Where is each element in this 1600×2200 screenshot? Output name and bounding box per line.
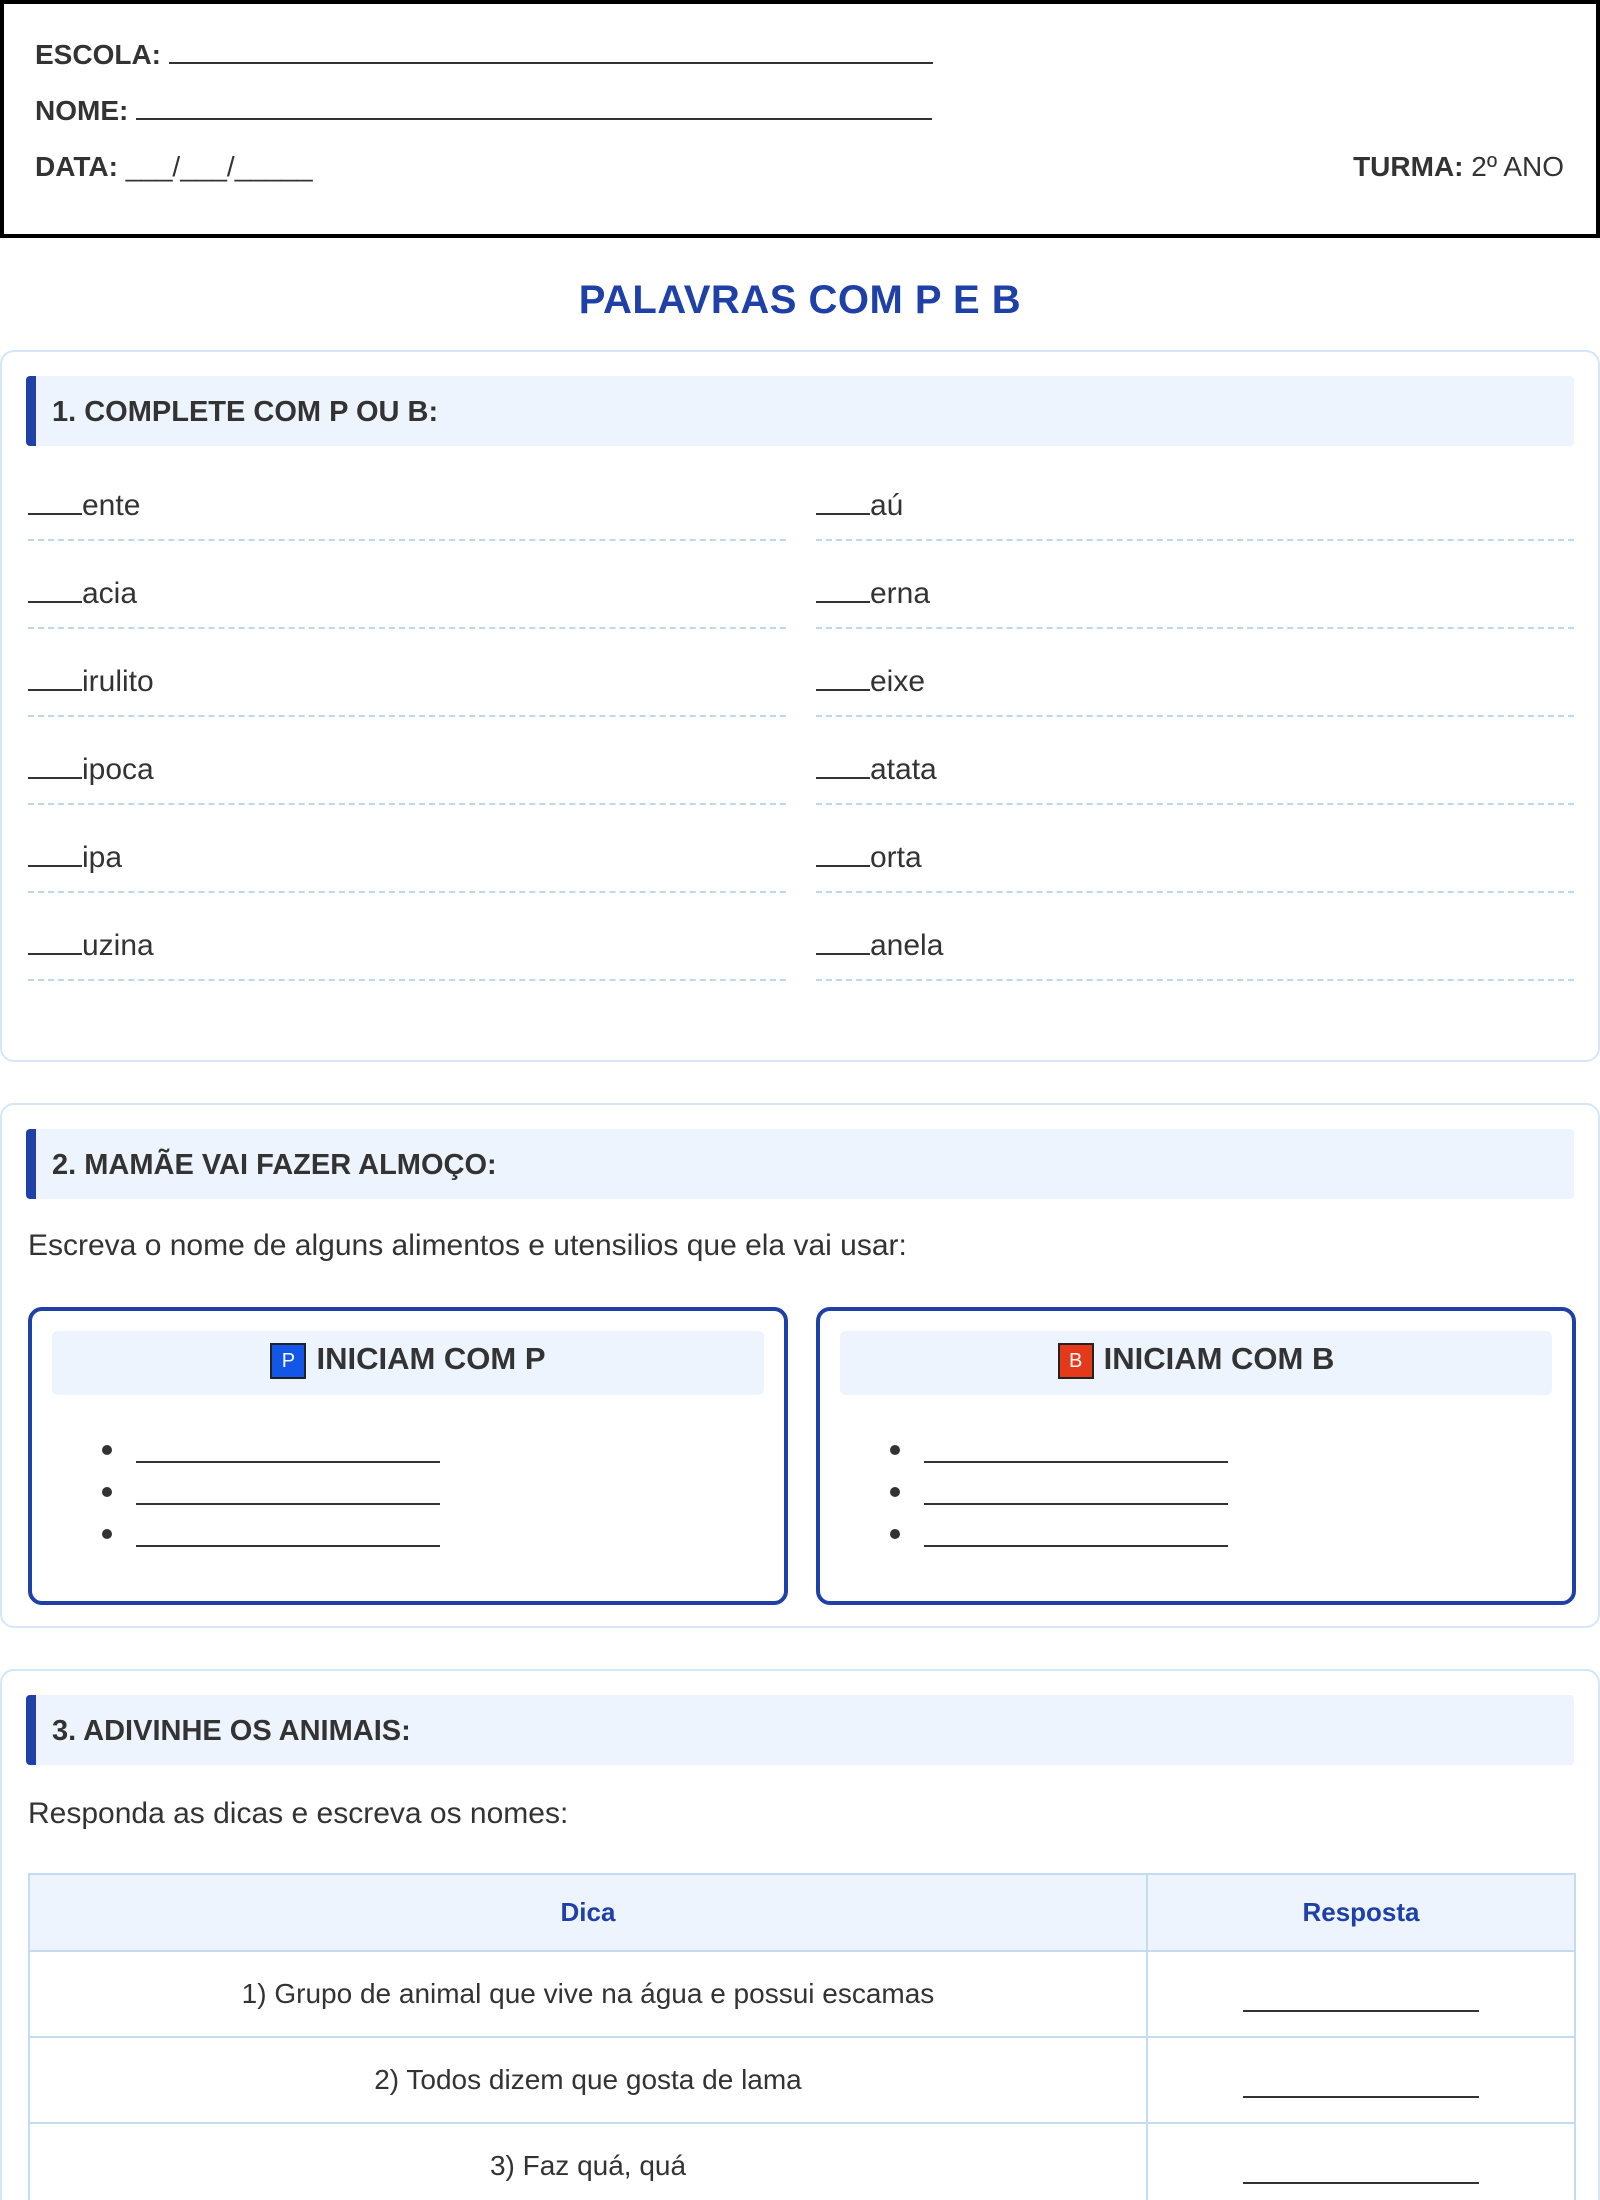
word-item bbox=[816, 921, 1574, 981]
data-field[interactable]: ___/___/_____ bbox=[125, 151, 313, 182]
word-text bbox=[28, 489, 140, 523]
list-item bbox=[102, 1433, 482, 1463]
nome-row bbox=[35, 95, 932, 127]
word-suffix: ente bbox=[82, 489, 141, 522]
word-text bbox=[816, 577, 930, 611]
section-3-title: 3. ADIVINHE OS ANIMAIS: bbox=[52, 1715, 411, 1747]
word-suffix: ipoca bbox=[82, 753, 154, 786]
escola-label: ESCOLA: bbox=[35, 39, 161, 70]
section-adivinhe-animais bbox=[0, 1669, 1600, 2200]
student-info-header bbox=[0, 0, 1600, 238]
answer-line[interactable] bbox=[1243, 2074, 1479, 2098]
word-suffix: acia bbox=[82, 577, 138, 610]
column-header-resposta: Resposta bbox=[1147, 1874, 1575, 1951]
letter-blank[interactable] bbox=[28, 753, 82, 779]
bullet-icon bbox=[890, 1529, 900, 1539]
word-item bbox=[816, 657, 1574, 717]
letter-blank[interactable] bbox=[816, 753, 870, 779]
answer-line[interactable] bbox=[1243, 2160, 1479, 2184]
word-text bbox=[28, 577, 137, 611]
word-text bbox=[816, 929, 943, 963]
bullet-icon bbox=[890, 1487, 900, 1497]
word-item bbox=[816, 745, 1574, 805]
letter-blank[interactable] bbox=[816, 577, 870, 603]
word-text bbox=[816, 841, 922, 875]
turma-value: 2º ANO bbox=[1471, 151, 1564, 182]
letter-b-badge-icon: B bbox=[1058, 1343, 1094, 1379]
word-suffix: anela bbox=[870, 929, 944, 962]
word-suffix: aú bbox=[870, 489, 904, 522]
letter-blank[interactable] bbox=[28, 929, 82, 955]
letter-blank[interactable] bbox=[816, 665, 870, 691]
word-text bbox=[816, 489, 903, 523]
nome-label: NOME: bbox=[35, 95, 129, 126]
bullet-icon bbox=[102, 1487, 112, 1497]
box-b-header bbox=[840, 1331, 1552, 1395]
page-title: PALAVRAS COM P E B bbox=[578, 278, 1022, 322]
riddle-table bbox=[28, 1873, 1576, 2200]
letter-blank[interactable] bbox=[28, 577, 82, 603]
word-text bbox=[816, 753, 937, 787]
letter-blank[interactable] bbox=[28, 841, 82, 867]
word-text bbox=[28, 665, 154, 699]
section-2-instruction: Escreva o nome de alguns alimentos e utensilios que ela vai usar: bbox=[28, 1229, 907, 1262]
word-text bbox=[28, 841, 122, 875]
section-1-title: 1. COMPLETE COM P OU B: bbox=[52, 396, 439, 428]
list-item bbox=[890, 1475, 1270, 1505]
riddle-clue: 2) Todos dizem que gosta de lama bbox=[29, 2037, 1147, 2123]
answer-line[interactable] bbox=[136, 1461, 440, 1463]
word-suffix: atata bbox=[870, 753, 937, 786]
word-text bbox=[28, 929, 154, 963]
word-suffix: uzina bbox=[82, 929, 154, 962]
list-item bbox=[890, 1517, 1270, 1547]
escola-row bbox=[35, 39, 933, 71]
letter-p-badge-icon: P bbox=[270, 1343, 306, 1379]
word-item bbox=[28, 657, 786, 717]
box-iniciam-com-p bbox=[28, 1307, 788, 1605]
table-row bbox=[29, 1951, 1575, 2037]
word-item bbox=[28, 481, 786, 541]
list-item bbox=[102, 1475, 482, 1505]
box-b-title: INICIAM COM B bbox=[1103, 1341, 1335, 1376]
list-item bbox=[890, 1433, 1270, 1463]
word-text bbox=[816, 665, 925, 699]
section-3-instruction: Responda as dicas e escreva os nomes: bbox=[28, 1797, 569, 1830]
word-item bbox=[28, 569, 786, 629]
word-item bbox=[28, 921, 786, 981]
answer-line[interactable] bbox=[136, 1545, 440, 1547]
riddle-answer-cell bbox=[1147, 1951, 1575, 2037]
box-p-header bbox=[52, 1331, 764, 1395]
word-text bbox=[28, 753, 154, 787]
word-item bbox=[816, 833, 1574, 893]
box-iniciam-com-b bbox=[816, 1307, 1576, 1605]
answer-line[interactable] bbox=[924, 1545, 1228, 1547]
word-suffix: erna bbox=[870, 577, 931, 610]
answer-line[interactable] bbox=[924, 1461, 1228, 1463]
word-item bbox=[816, 481, 1574, 541]
section-complete-p-b bbox=[0, 350, 1600, 1062]
data-label: DATA: bbox=[35, 151, 118, 182]
riddle-clue: 3) Faz quá, quá bbox=[29, 2123, 1147, 2200]
section-almoco bbox=[0, 1103, 1600, 1628]
word-suffix: ipa bbox=[82, 841, 123, 874]
letter-blank[interactable] bbox=[28, 665, 82, 691]
section-3-header bbox=[26, 1695, 1574, 1765]
bullet-icon bbox=[102, 1445, 112, 1455]
list-item bbox=[102, 1517, 482, 1547]
letter-blank[interactable] bbox=[816, 489, 870, 515]
word-suffix: eixe bbox=[870, 665, 926, 698]
nome-field[interactable] bbox=[136, 98, 932, 120]
answer-line[interactable] bbox=[1243, 1988, 1479, 2012]
letter-blank[interactable] bbox=[816, 929, 870, 955]
word-item bbox=[816, 569, 1574, 629]
column-header-dica: Dica bbox=[29, 1874, 1147, 1951]
turma-row bbox=[1353, 151, 1564, 183]
letter-blank[interactable] bbox=[28, 489, 82, 515]
turma-label: TURMA: bbox=[1353, 151, 1464, 182]
section-1-header bbox=[26, 376, 1574, 446]
riddle-answer-cell bbox=[1147, 2123, 1575, 2200]
letter-blank[interactable] bbox=[816, 841, 870, 867]
riddle-answer-cell bbox=[1147, 2037, 1575, 2123]
section-2-header bbox=[26, 1129, 1574, 1199]
box-p-title: INICIAM COM P bbox=[316, 1341, 546, 1376]
answer-line[interactable] bbox=[924, 1503, 1228, 1505]
answer-line[interactable] bbox=[136, 1503, 440, 1505]
table-header-row bbox=[29, 1874, 1575, 1951]
escola-field[interactable] bbox=[169, 42, 933, 64]
word-suffix: irulito bbox=[82, 665, 154, 698]
data-row bbox=[35, 151, 313, 183]
section-2-title: 2. MAMÃE VAI FAZER ALMOÇO: bbox=[52, 1149, 497, 1181]
word-suffix: orta bbox=[870, 841, 922, 874]
bullet-icon bbox=[890, 1445, 900, 1455]
word-item bbox=[28, 745, 786, 805]
word-item bbox=[28, 833, 786, 893]
riddle-clue: 1) Grupo de animal que vive na água e possui escamas bbox=[29, 1951, 1147, 2037]
table-row bbox=[29, 2123, 1575, 2200]
table-row bbox=[29, 2037, 1575, 2123]
bullet-icon bbox=[102, 1529, 112, 1539]
